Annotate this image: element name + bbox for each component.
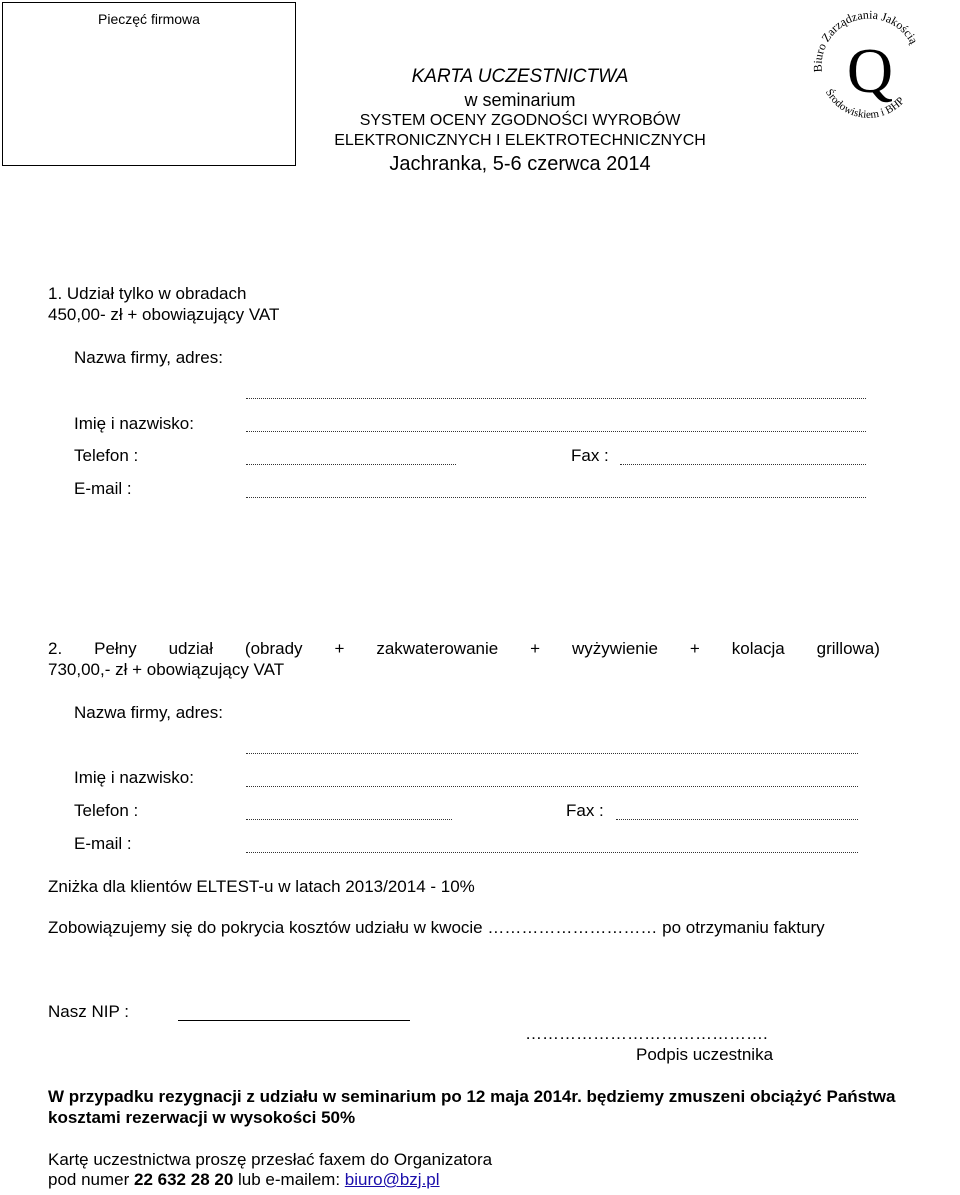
nip-field[interactable]	[178, 1020, 410, 1021]
option2-heading-word: zakwaterowanie	[376, 639, 499, 658]
option2-phone-label: Telefon :	[74, 801, 139, 820]
payment-commitment	[48, 918, 825, 938]
commitment-text-before: Zobowiązujemy się do pokrycia kosztów udziału w kwocie	[48, 918, 483, 937]
option1-name-field[interactable]	[246, 431, 866, 432]
option2-fax-label: Fax :	[566, 801, 604, 820]
seminar-title-line2: ELEKTRONICZNYCH I ELEKTROTECHNICZNYCH	[334, 132, 706, 149]
logo-text-bottom: Środowiskiem i BHP	[822, 87, 907, 121]
option1-company-field[interactable]	[246, 398, 866, 399]
logo-letter: Q	[846, 35, 894, 106]
stamp-label: Pieczęć firmowa	[98, 11, 200, 27]
option2-heading	[48, 639, 880, 659]
option2-heading-word: 2.	[48, 639, 63, 658]
seminar-date-place: Jachranka, 5-6 czerwca 2014	[389, 153, 651, 175]
nip-label: Nasz NIP :	[48, 1002, 129, 1021]
form-title: KARTA UCZESTNICTWA	[411, 66, 629, 87]
signature-label: Podpis uczestnika	[636, 1045, 774, 1064]
organizer-email-link[interactable]: biuro@bzj.pl	[344, 1170, 440, 1189]
commitment-text-after: po otrzymaniu faktury	[662, 918, 825, 937]
option2-email-field[interactable]	[246, 852, 858, 853]
discount-note: Zniżka dla klientów ELTEST-u w latach 2013/2014 - 10%	[48, 877, 475, 896]
footer-line1: Kartę uczestnictwa proszę przesłać faxem do Organizatora	[48, 1150, 493, 1169]
bzj-quality-seal-icon	[808, 8, 928, 128]
option1-name-label: Imię i nazwisko:	[74, 414, 194, 433]
option1-phone-field[interactable]	[246, 464, 456, 465]
option1-email-field[interactable]	[246, 497, 866, 498]
option1-company-label: Nazwa firmy, adres:	[74, 348, 223, 367]
footer-line2	[48, 1170, 440, 1190]
option2-heading-word: (obrady	[244, 639, 303, 658]
option1-fax-label: Fax :	[571, 446, 609, 465]
signature-field[interactable]: …………………………………….	[525, 1024, 768, 1043]
option2-heading-word: kolacja	[731, 639, 785, 658]
organizer-fax-number: 22 632 28 20	[134, 1170, 234, 1189]
option2-name-field[interactable]	[246, 786, 858, 787]
seminar-title-line1: SYSTEM OCENY ZGODNOŚCI WYROBÓW	[359, 112, 681, 129]
option2-email-label: E-mail :	[74, 834, 132, 853]
footer-middle: lub e-mailem:	[238, 1170, 341, 1189]
option2-heading-word: wyżywienie	[572, 639, 658, 658]
option2-phone-field[interactable]	[246, 819, 452, 820]
cancellation-note-line1: W przypadku rezygnacji z udziału w seminarium po 12 maja 2014r. będziemy zmuszeni obciążyć Państwa	[48, 1087, 896, 1106]
option2-fax-field[interactable]	[616, 819, 858, 820]
form-subtitle: w seminarium	[464, 90, 576, 110]
option2-heading-word: Pełny	[94, 639, 137, 658]
amount-field[interactable]: …………………………	[487, 918, 658, 937]
option2-heading-word: grillowa)	[816, 639, 880, 658]
option2-heading-word: +	[334, 639, 345, 658]
option2-heading-word: +	[689, 639, 700, 658]
option2-price: 730,00,- zł + obowiązujący VAT	[48, 660, 285, 679]
option1-phone-label: Telefon :	[74, 446, 139, 465]
option2-heading-word: +	[530, 639, 541, 658]
company-stamp-box	[2, 2, 296, 166]
option1-price: 450,00- zł + obowiązujący VAT	[48, 305, 280, 324]
option1-heading: 1. Udział tylko w obradach	[48, 284, 247, 303]
option1-email-label: E-mail :	[74, 479, 132, 498]
option2-heading-word: udział	[168, 639, 213, 658]
option2-company-label: Nazwa firmy, adres:	[74, 703, 223, 722]
option2-name-label: Imię i nazwisko:	[74, 768, 194, 787]
cancellation-note-line2: kosztami rezerwacji w wysokości 50%	[48, 1108, 356, 1127]
option2-company-field[interactable]	[246, 753, 858, 754]
footer-prefix: pod numer	[48, 1170, 130, 1189]
option1-fax-field[interactable]	[620, 464, 866, 465]
logo-text-top: Biuro Zarządzania Jakością	[810, 8, 922, 73]
